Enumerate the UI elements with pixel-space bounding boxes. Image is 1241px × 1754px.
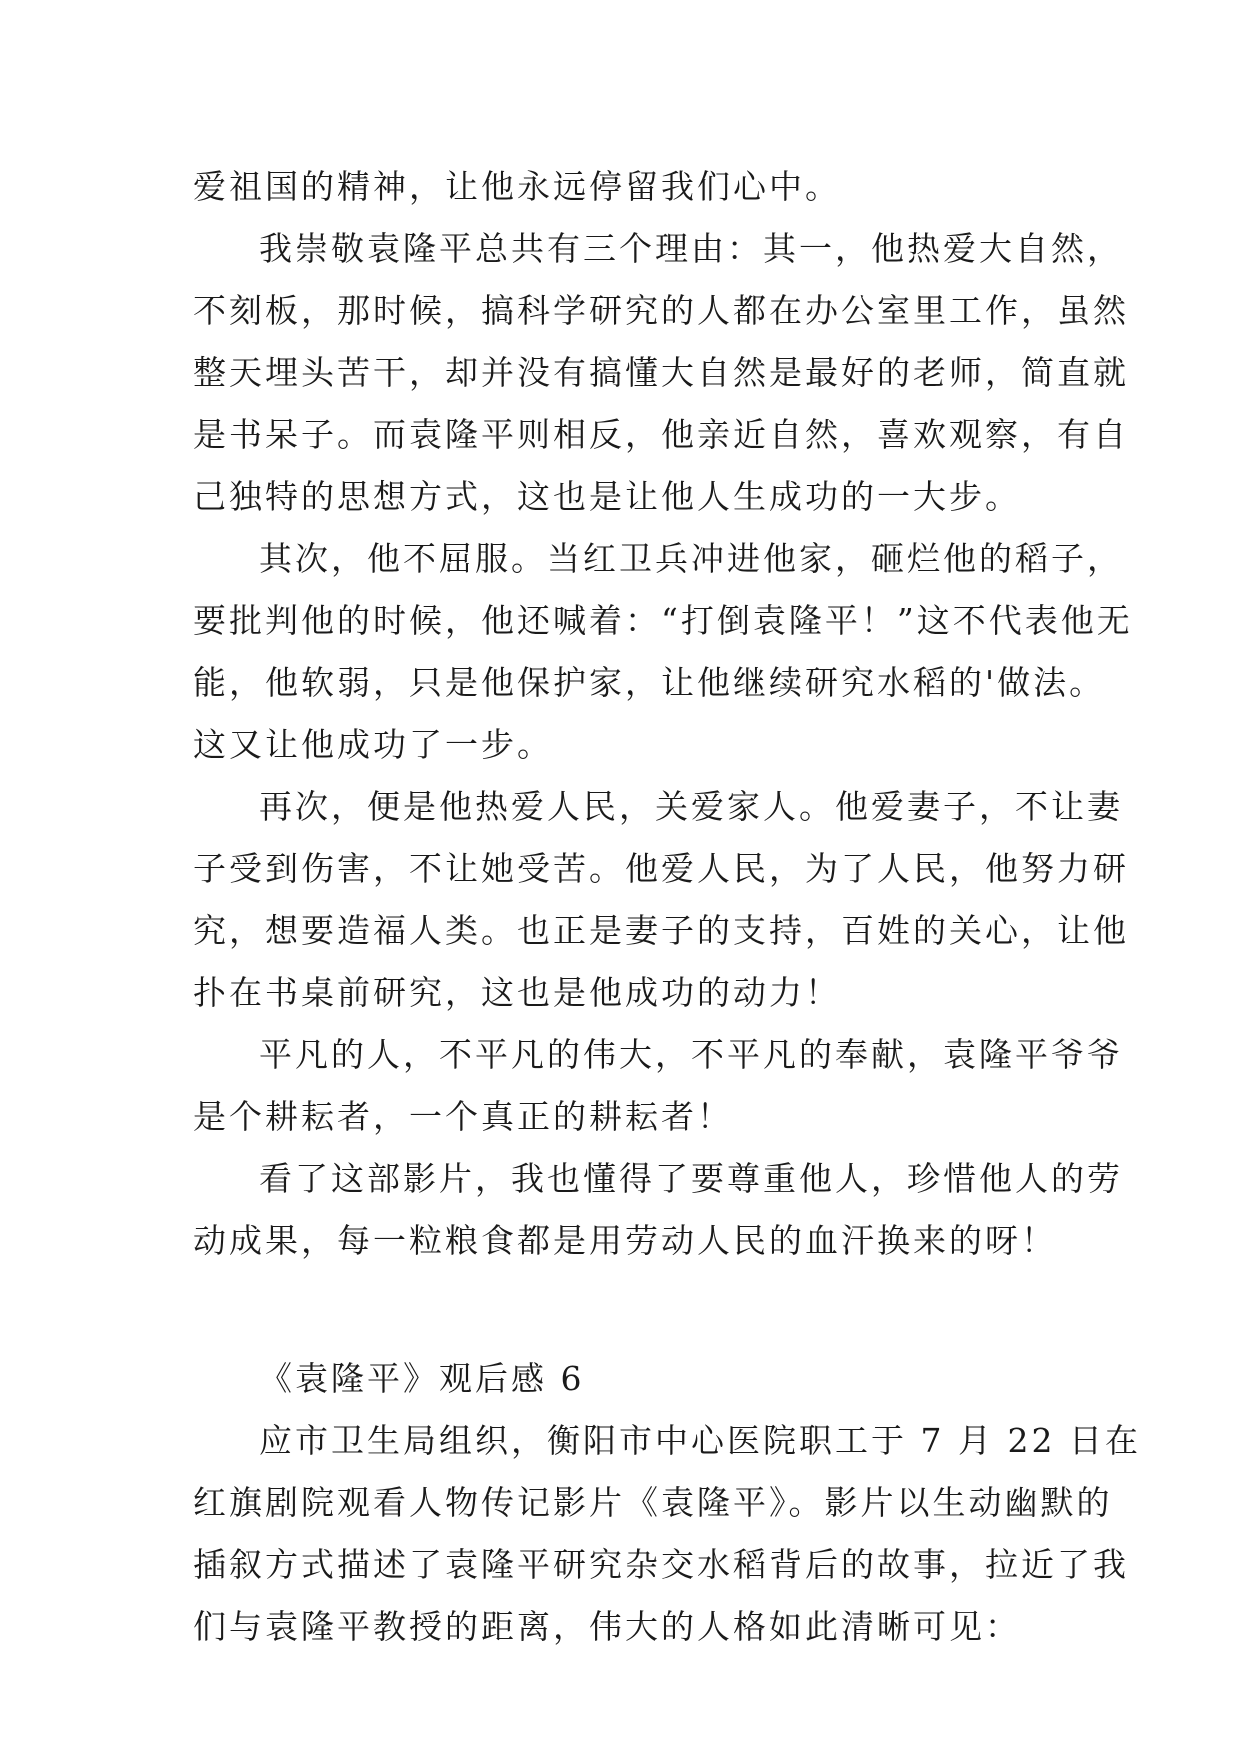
section-title: 《袁隆平》观后感 6 bbox=[259, 1359, 585, 1398]
section-gap bbox=[193, 1272, 1053, 1348]
text-line: 要批判他的时候，他还喊着：“打倒袁隆平！”这不代表他无 bbox=[193, 601, 1133, 640]
text-line: 是书呆子。而袁隆平则相反，他亲近自然，喜欢观察，有自 bbox=[193, 415, 1129, 454]
paragraph-start: 平凡的人，不平凡的伟大，不平凡的奉献，袁隆平爷爷 bbox=[259, 1035, 1123, 1074]
text-line: 爱祖国的精神，让他永远停留我们心中。 bbox=[193, 167, 841, 206]
paragraph-start: 其次，他不屈服。当红卫兵冲进他家，砸烂他的稻子， bbox=[259, 539, 1123, 578]
paragraph-start: 我崇敬袁隆平总共有三个理由：其一，他热爱大自然， bbox=[259, 229, 1123, 268]
text-line: 红旗剧院观看人物传记影片《袁隆平》。影片以生动幽默的 bbox=[193, 1483, 1113, 1522]
text-line: 这又让他成功了一步。 bbox=[193, 725, 553, 764]
document-page bbox=[193, 156, 1141, 1658]
paragraph-start: 应市卫生局组织，衡阳市中心医院职工于 7 月 22 日在 bbox=[259, 1421, 1141, 1460]
paragraph-start: 再次，便是他热爱人民，关爱家人。他爱妻子，不让妻 bbox=[259, 787, 1123, 826]
paragraph-start: 看了这部影片，我也懂得了要尊重他人，珍惜他人的劳 bbox=[259, 1159, 1123, 1198]
text-line: 们与袁隆平教授的距离，伟大的人格如此清晰可见： bbox=[193, 1607, 1021, 1646]
text-line: 究，想要造福人类。也正是妻子的支持，百姓的关心，让他 bbox=[193, 911, 1129, 950]
text-line: 扑在书桌前研究，这也是他成功的动力！ bbox=[193, 973, 841, 1012]
text-line: 不刻板，那时候，搞科学研究的人都在办公室里工作，虽然 bbox=[193, 291, 1129, 330]
text-line: 动成果，每一粒粮食都是用劳动人民的血汗换来的呀！ bbox=[193, 1221, 1057, 1260]
text-line: 己独特的思想方式，这也是让他人生成功的一大步。 bbox=[193, 477, 1021, 516]
text-line: 插叙方式描述了袁隆平研究杂交水稻背后的故事，拉近了我 bbox=[193, 1545, 1129, 1584]
text-line: 整天埋头苦干，却并没有搞懂大自然是最好的老师，简直就 bbox=[193, 353, 1129, 392]
text-line: 能，他软弱，只是他保护家，让他继续研究水稻的'做法。 bbox=[193, 663, 1106, 702]
text-line: 是个耕耘者，一个真正的耕耘者！ bbox=[193, 1097, 733, 1136]
text-line: 子受到伤害，不让她受苦。他爱人民，为了人民，他努力研 bbox=[193, 849, 1129, 888]
